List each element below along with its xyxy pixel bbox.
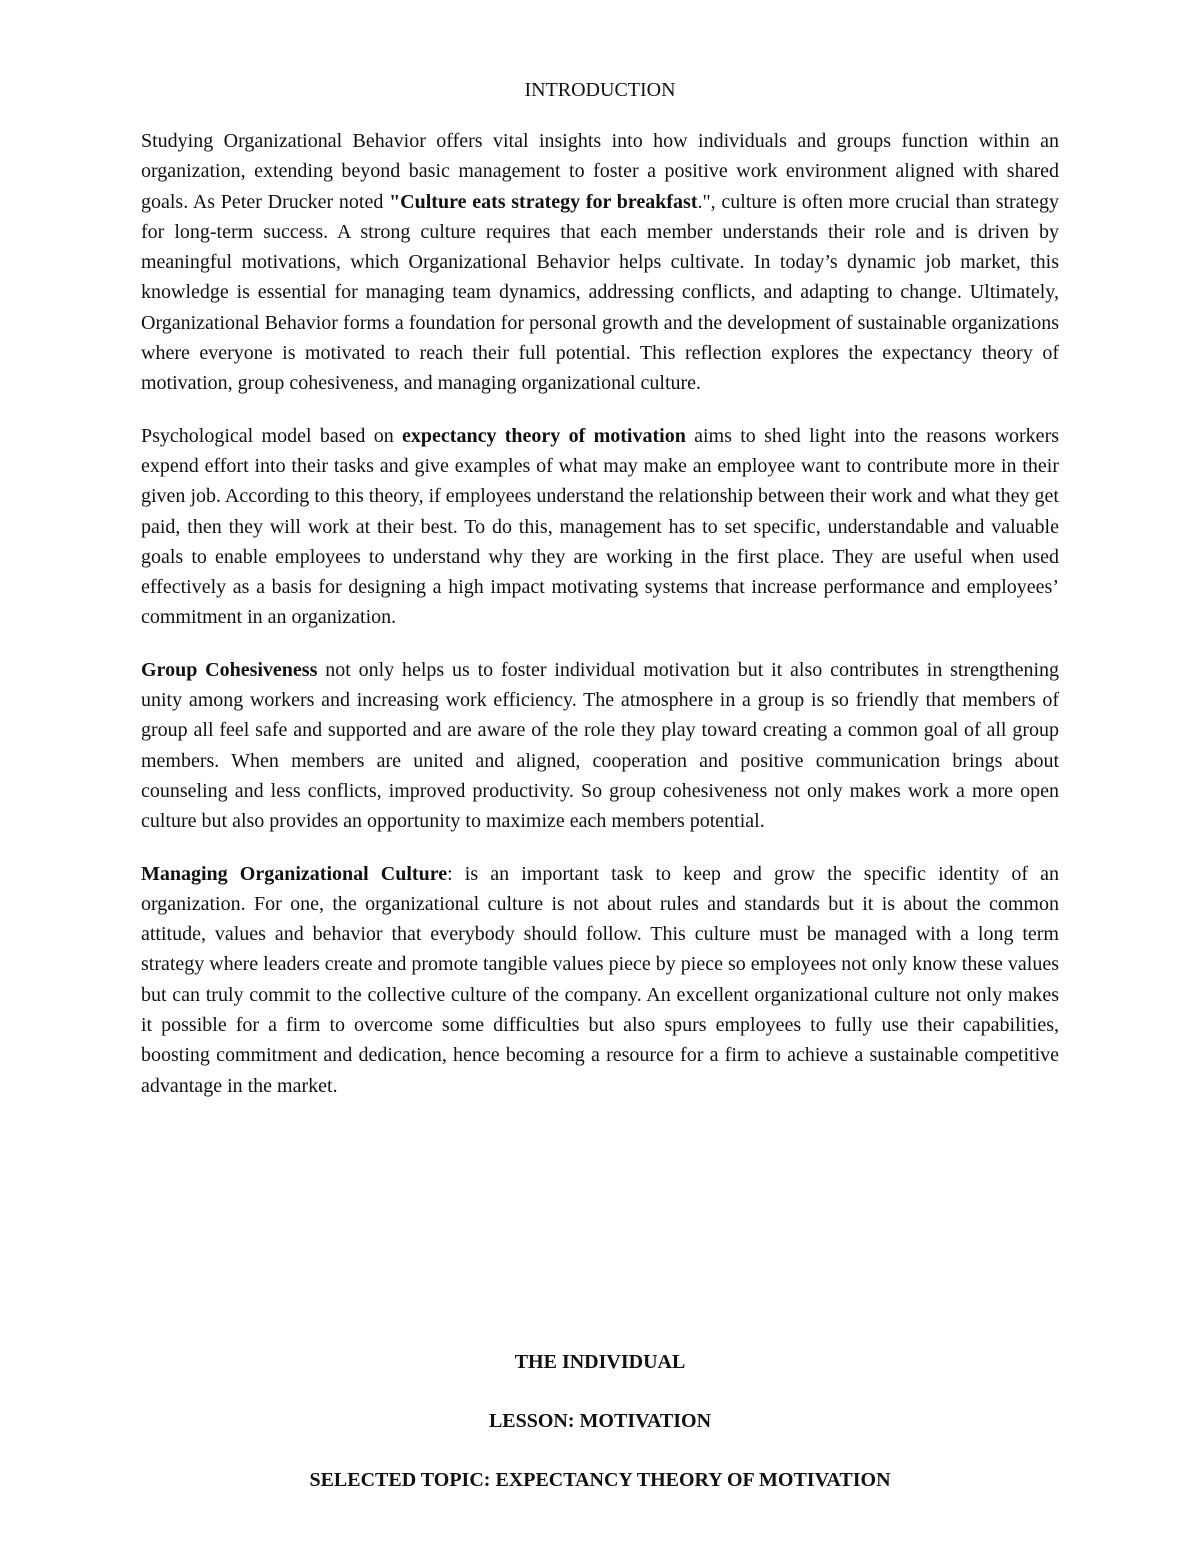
cohesiveness-term: Group Cohesiveness: [141, 658, 318, 681]
expectancy-term: expectancy theory of motivation: [402, 424, 686, 447]
intro-paragraph: [141, 126, 1059, 399]
intro-text-rest: .", culture is often more crucial than strategy for long-term success. A strong culture requires that each member understands their role and is driven by meaningful motivations, which Organizational Behavior helps cultivate. In today’s dynamic job market, this knowledge is essential for managing team dynamics, addressing conflicts, and adapting to change. Ultimately, Organizational Behavior forms a foundation for personal growth and the development of sustainable organizations where everyone is motivated to reach their full potential. This reflection explores the expectancy theory of motivation, group cohesiveness, and managing organizational culture.: [141, 190, 1060, 395]
expectancy-paragraph: [141, 421, 1059, 633]
individual-heading: THE INDIVIDUAL: [514, 1351, 686, 1373]
culture-paragraph: [141, 859, 1059, 1101]
culture-text: : is an important task to keep and grow the specific identity of an organization. For one, the organizational culture is not about rules and standards but it is about the common attitude, values and behavior that everybody should follow. This culture must be managed with a long term strategy where leaders create and promote tangible values piece by piece so employees not only know these values but can truly commit to the collective culture of the company. An excellent organizational culture not only makes it possible for a firm to overcome some difficulties but also spurs employees to fully use their capabilities, boosting commitment and dedication, hence becoming a resource for a firm to achieve a sustainable competitive advantage in the market.: [141, 862, 1059, 1097]
drucker-quote: "Culture eats strategy for breakfast: [389, 190, 698, 213]
expectancy-text-start: Psychological model based on: [141, 424, 403, 447]
cohesiveness-paragraph: [141, 655, 1059, 837]
introduction-heading: INTRODUCTION: [524, 79, 676, 101]
selected-topic-heading: SELECTED TOPIC: EXPECTANCY THEORY OF MOTIVATION: [309, 1469, 891, 1491]
culture-term: Managing Organizational Culture: [141, 862, 448, 885]
intro-text-start: Studying Organizational Behavior offers vital insights into how individuals and groups function within an organization, extending beyond basic management to foster a positive work environment aligned with shared goals. As Peter Drucker noted: [141, 130, 1059, 213]
expectancy-text-rest: aims to shed light into the reasons workers expend effort into their tasks and give examples of what may make an employee want to contribute more in their given job. According to this theory, if employees understand the relationship between their work and what they get paid, then they will work at their best. To do this, management has to set specific, understandable and valuable goals to enable employees to understand why they are working in the first place. They are useful when used effectively as a basis for designing a high impact motivating systems that increase performance and employees’ commitment in an organization.: [141, 424, 1060, 629]
document-page: [141, 76, 1060, 1491]
cohesiveness-text: not only helps us to foster individual motivation but it also contributes in strengthening unity among workers and increasing work efficiency. The atmosphere in a group is so friendly that members of group all feel safe and supported and are aware of the role they play toward creating a common goal of all group members. When members are united and aligned, cooperation and positive communication brings about counseling and less conflicts, improved productivity. So group cohesiveness not only makes work a more open culture but also provides an opportunity to maximize each members potential.: [141, 658, 1060, 833]
lesson-heading: LESSON: MOTIVATION: [488, 1410, 712, 1432]
